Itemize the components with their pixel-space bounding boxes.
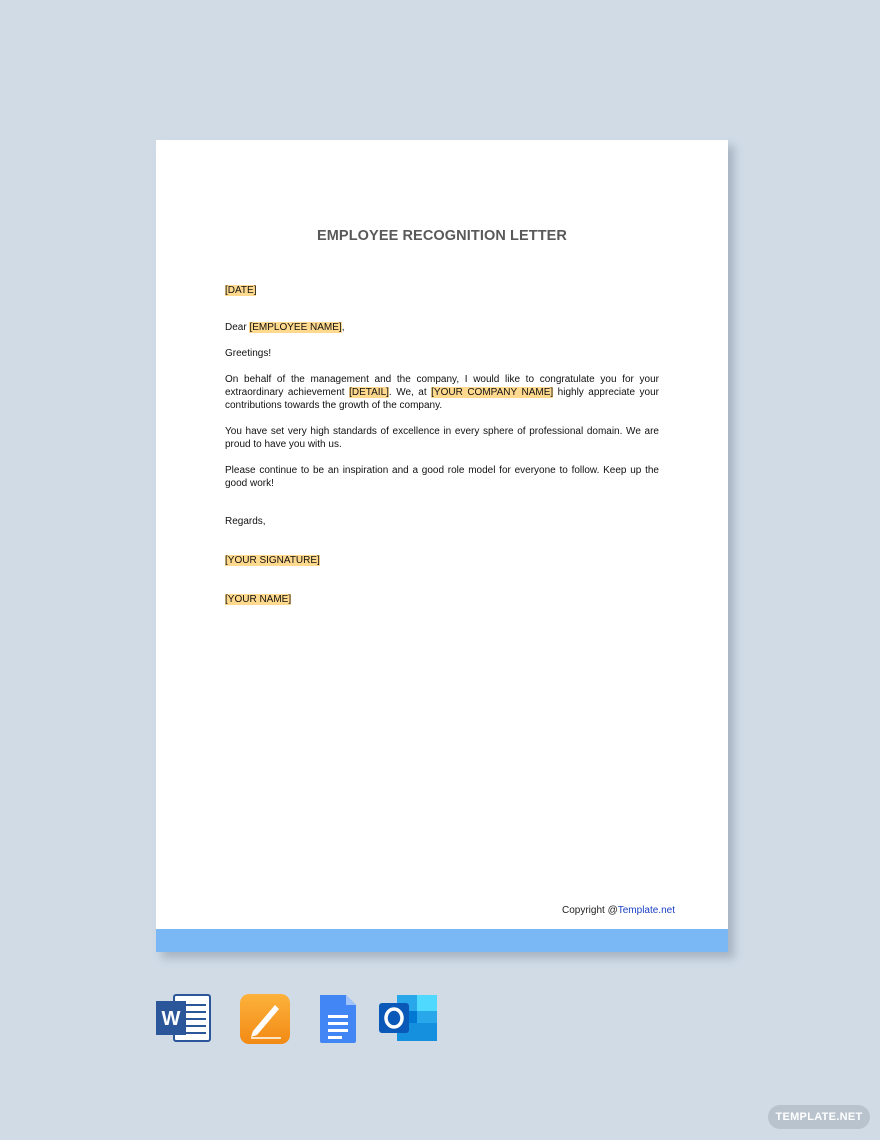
salutation-prefix: Dear bbox=[225, 322, 250, 333]
company-name-placeholder: [YOUR COMPANY NAME] bbox=[431, 387, 554, 398]
copyright-prefix: Copyright @ bbox=[562, 905, 618, 916]
template-net-badge[interactable]: TEMPLATE.NET bbox=[768, 1105, 870, 1129]
salutation bbox=[225, 321, 659, 334]
detail-placeholder: [DETAIL] bbox=[349, 387, 389, 398]
paragraph-congratulations bbox=[225, 373, 659, 412]
signature-placeholder: [YOUR SIGNATURE] bbox=[225, 555, 320, 566]
para1-text-3: highly appreciate your contributions towards the growth of the company. bbox=[225, 387, 659, 411]
letter-page bbox=[156, 140, 728, 952]
signature-line bbox=[225, 554, 659, 567]
closing: Regards, bbox=[225, 516, 266, 527]
para1-text-2: . We, at bbox=[388, 387, 432, 398]
page-footer-bar bbox=[156, 929, 728, 952]
paragraph-standards: You have set very high standards of excellence in every sphere of professional domain. We are proud to have you with us. bbox=[225, 426, 659, 450]
employee-name-placeholder: [EMPLOYEE NAME] bbox=[249, 322, 342, 333]
copyright-notice bbox=[562, 905, 675, 916]
date-placeholder: [DATE] bbox=[225, 285, 257, 296]
paragraph-inspiration: Please continue to be an inspiration and a good role model for everyone to follow. Keep up the good work! bbox=[225, 465, 659, 489]
copyright-link[interactable]: Template.net bbox=[617, 905, 675, 916]
greeting: Greetings! bbox=[225, 348, 272, 359]
date-line bbox=[225, 284, 659, 297]
svg-text:W: W bbox=[161, 1008, 181, 1030]
microsoft-word-icon[interactable] bbox=[156, 993, 212, 1048]
name-placeholder: [YOUR NAME] bbox=[225, 594, 292, 605]
microsoft-outlook-icon[interactable] bbox=[379, 993, 439, 1050]
salutation-suffix: , bbox=[341, 322, 345, 333]
name-line bbox=[225, 593, 659, 606]
para1-text-1: On behalf of the management and the company, I would like to congratulate you for your extraordinary achievement bbox=[225, 374, 659, 398]
google-docs-icon[interactable] bbox=[318, 993, 358, 1050]
apple-pages-icon[interactable] bbox=[239, 993, 291, 1050]
letter-title: EMPLOYEE RECOGNITION LETTER bbox=[316, 228, 568, 244]
